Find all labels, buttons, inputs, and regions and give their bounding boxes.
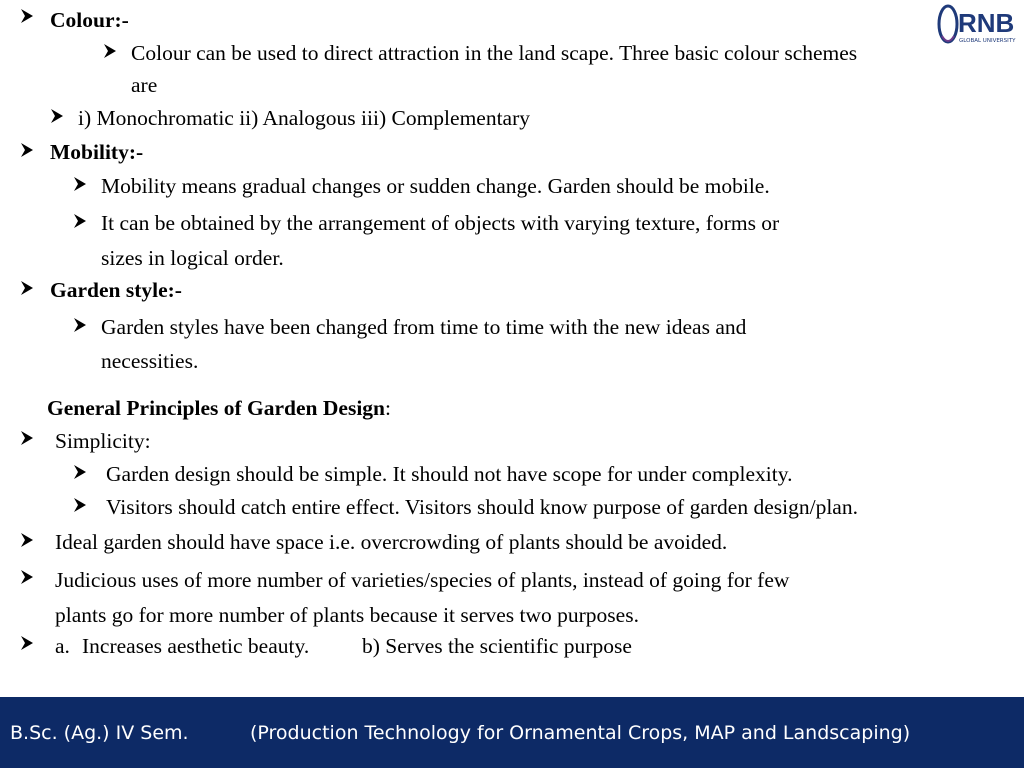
garden-style-heading: Garden style:- (50, 278, 182, 302)
bullet-arrow-icon (20, 430, 34, 448)
bullet-arrow-icon (50, 108, 64, 126)
bullet-arrow-icon (20, 569, 34, 587)
logo-text: RNB (958, 8, 1015, 38)
simplicity-heading: Simplicity: (55, 429, 151, 453)
bullet-arrow-icon (20, 532, 34, 550)
bullet-arrow-icon (73, 464, 87, 482)
garden-style-text-b: necessities. (101, 349, 199, 373)
purposes-marker: a. (55, 634, 70, 658)
principles-colon: : (385, 396, 391, 420)
university-logo (936, 2, 1024, 64)
bullet-arrow-icon (73, 213, 87, 231)
bullet-arrow-icon (73, 497, 87, 515)
colour-text-1: Colour can be used to direct attraction in the land scape. Three basic colour schemes (131, 41, 858, 65)
purposes-aesthetic: Increases aesthetic beauty. (82, 634, 310, 658)
mobility-text-1: Mobility means gradual changes or sudden change. Garden should be mobile. (101, 174, 770, 198)
garden-style-text-a: Garden styles have been changed from time to time with the new ideas and (101, 315, 747, 339)
footer-bar (0, 697, 1024, 768)
bullet-arrow-icon (20, 142, 34, 160)
bullet-arrow-icon (20, 8, 34, 26)
principles-heading: General Principles of Garden Design (47, 396, 385, 420)
simplicity-point-1: Garden design should be simple. It should not have scope for under complexity. (106, 462, 793, 486)
colour-heading: Colour:- (50, 8, 129, 32)
bullet-arrow-icon (103, 43, 117, 61)
ideal-space-text: Ideal garden should have space i.e. overcrowding of plants should be avoided. (55, 530, 728, 554)
simplicity-point-2: Visitors should catch entire effect. Visitors should know purpose of garden design/plan. (106, 495, 858, 519)
colour-text-2: are (131, 73, 158, 97)
bullet-arrow-icon (20, 635, 34, 653)
mobility-text-2b: sizes in logical order. (101, 246, 284, 270)
judicious-text-a: Judicious uses of more number of varieties/species of plants, instead of going for few (55, 568, 790, 592)
bullet-arrow-icon (73, 176, 87, 194)
mobility-heading: Mobility:- (50, 140, 144, 164)
logo-subtitle: GLOBAL UNIVERSITY (959, 38, 1016, 44)
mobility-text-2a: It can be obtained by the arrangement of objects with varying texture, forms or (101, 211, 780, 235)
purposes-scientific: b) Serves the scientific purpose (362, 634, 632, 658)
footer-course: B.Sc. (Ag.) IV Sem. (10, 722, 189, 744)
footer-subject: (Production Technology for Ornamental Crops, MAP and Landscaping) (250, 722, 911, 744)
colour-schemes: i) Monochromatic ii) Analogous iii) Complementary (78, 106, 531, 130)
bullet-arrow-icon (20, 280, 34, 298)
bullet-arrow-icon (73, 317, 87, 335)
judicious-text-b: plants go for more number of plants because it serves two purposes. (55, 603, 639, 627)
principles-heading-line (47, 395, 391, 421)
